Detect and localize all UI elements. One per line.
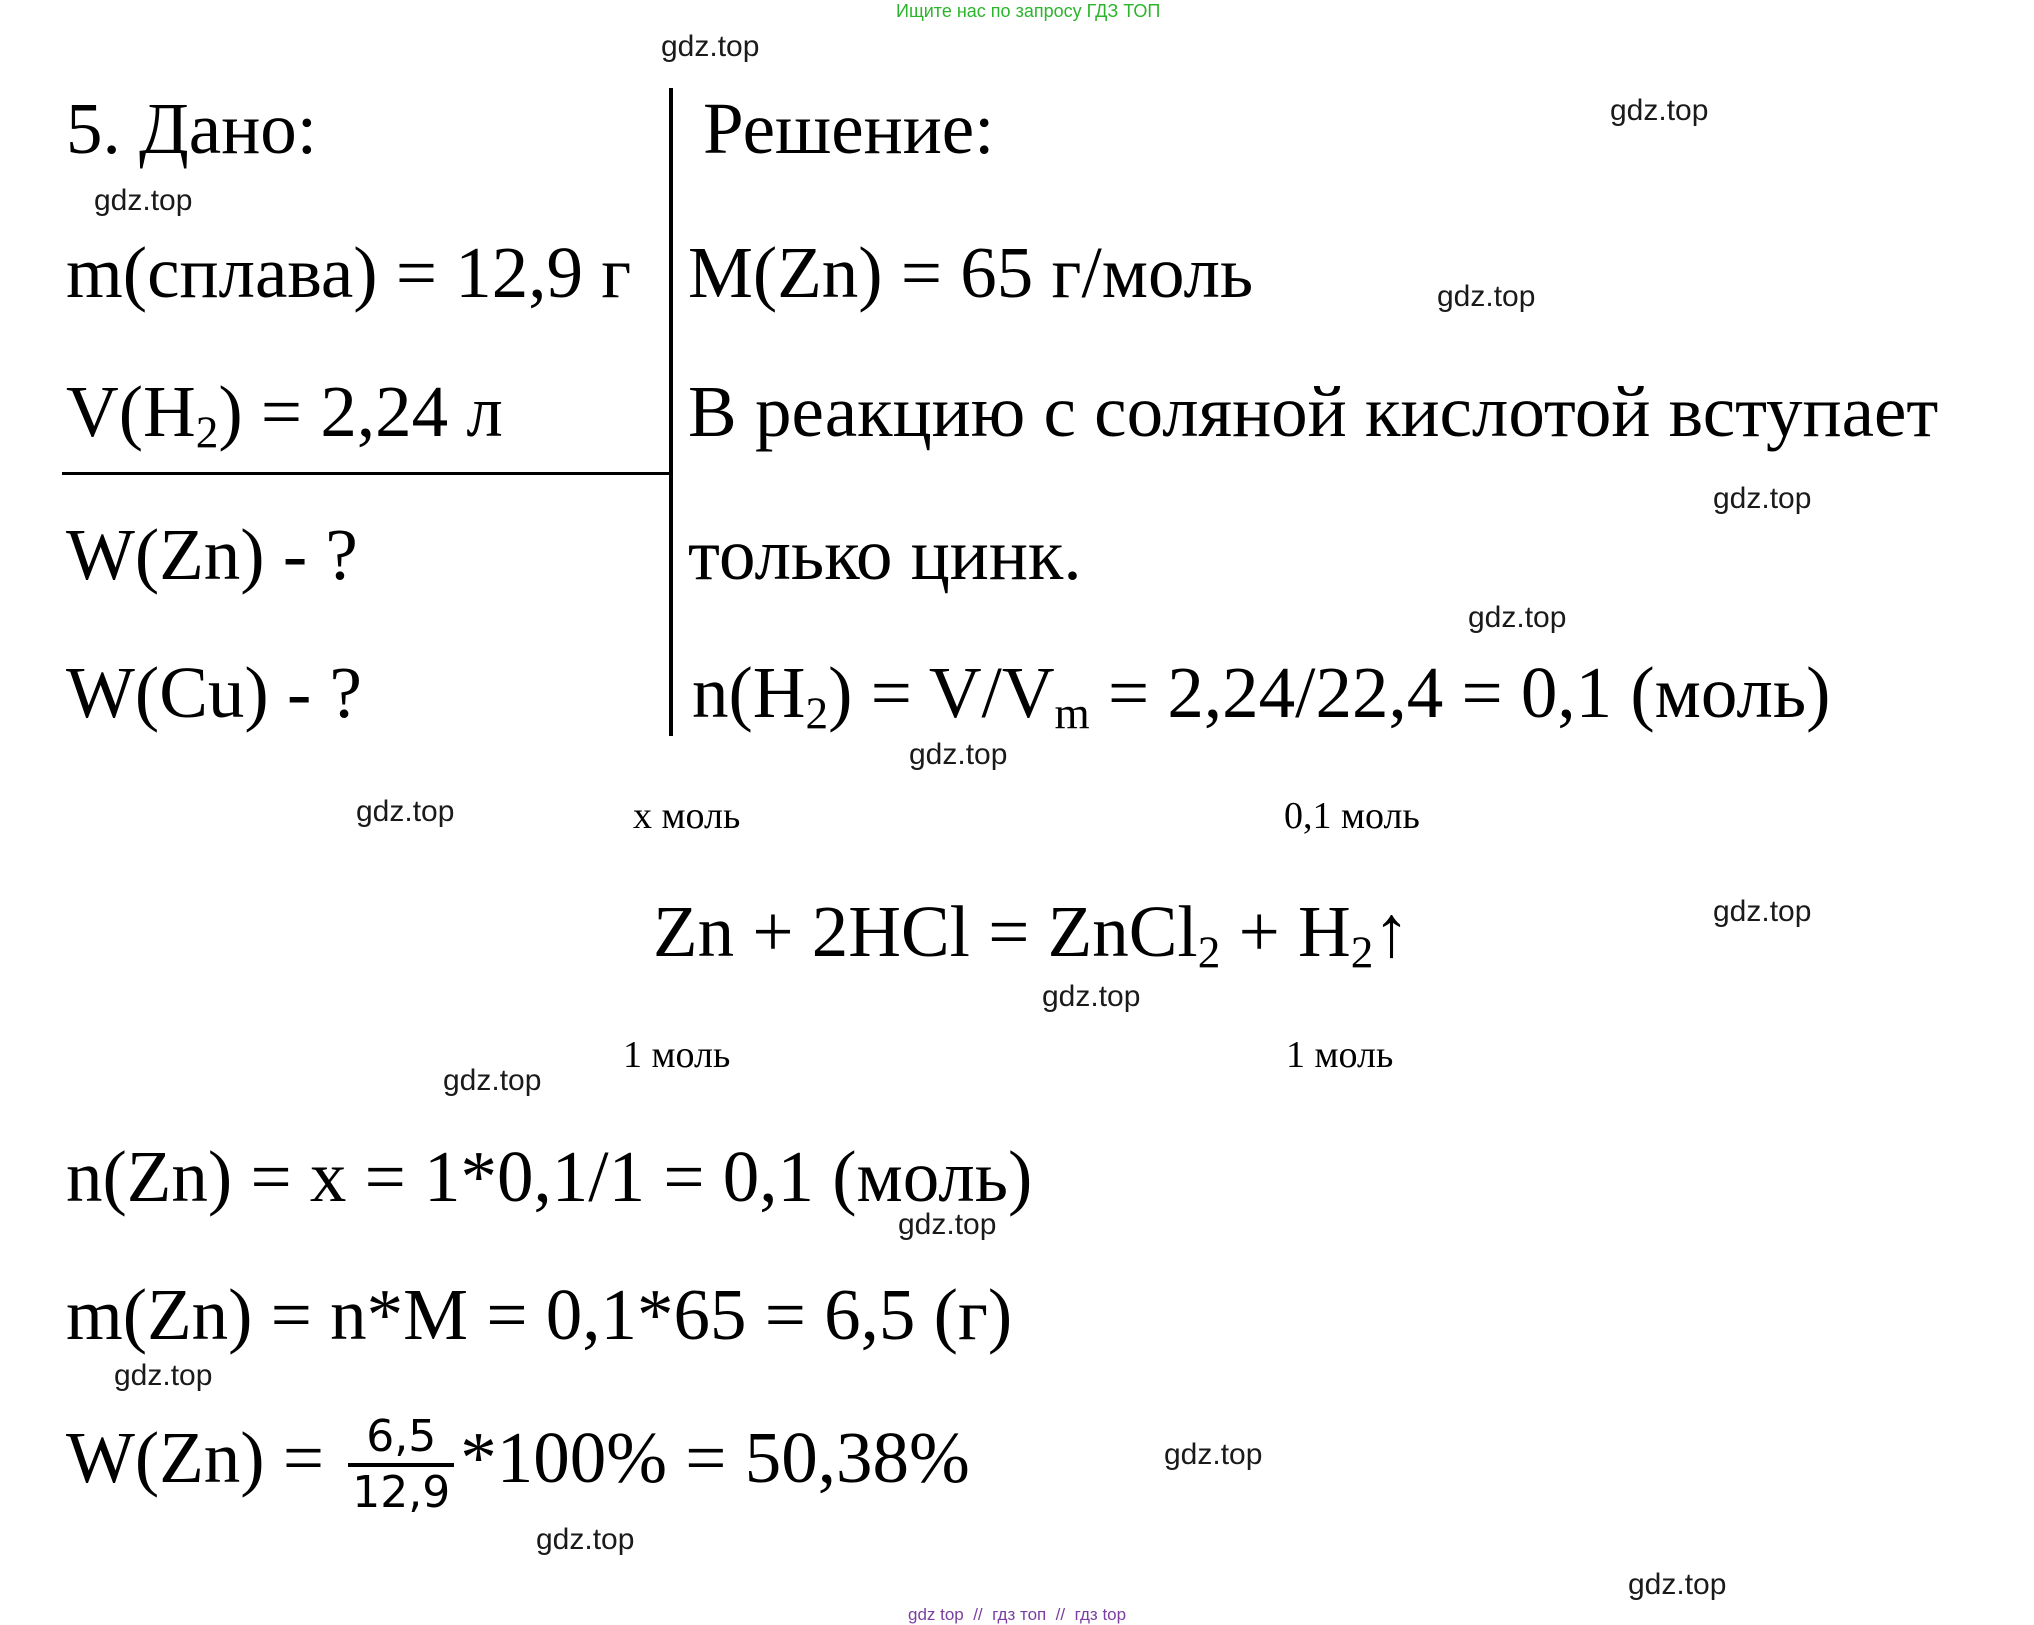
- n-h2-subscript-m: m: [1054, 688, 1090, 739]
- reaction-subscript-1: 2: [1197, 927, 1221, 978]
- fraction-denominator: 12,9: [352, 1467, 451, 1518]
- top-banner: Ищите нас по запросу ГДЗ ТОП: [896, 1, 1161, 21]
- solution-text-line1: В реакцию с соляной кислотой вступает: [688, 371, 1939, 452]
- solution-heading: Решение:: [703, 88, 995, 169]
- watermark: gdz.top: [909, 738, 1008, 771]
- reaction-above-left: x моль: [633, 795, 741, 837]
- molar-mass-zn: M(Zn) = 65 г/моль: [688, 232, 1254, 313]
- volume-prefix: V(H: [66, 371, 196, 452]
- n-h2-part-a: n(H: [692, 652, 806, 733]
- footer-links: gdz top // гдз топ // гдз top: [908, 1605, 1127, 1624]
- watermark: gdz.top: [94, 184, 193, 217]
- w-zn-prefix: W(Zn) =: [66, 1416, 343, 1498]
- reaction-equation: [653, 891, 1410, 978]
- watermark: gdz.top: [1610, 94, 1709, 127]
- watermark: gdz.top: [1042, 980, 1141, 1013]
- watermark: gdz.top: [1713, 482, 1812, 515]
- fraction-numerator: 6,5: [348, 1415, 454, 1467]
- watermark: gdz.top: [1164, 1438, 1263, 1471]
- reaction-part-b: + H: [1220, 891, 1351, 972]
- vertical-divider: [669, 88, 673, 736]
- volume-suffix: ) = 2,24 л: [218, 371, 503, 452]
- find-w-cu: W(Cu) - ?: [66, 652, 362, 733]
- w-zn-suffix: *100% = 50,38%: [460, 1416, 970, 1498]
- find-w-zn: W(Zn) - ?: [66, 514, 358, 595]
- watermark: gdz.top: [443, 1064, 542, 1097]
- reaction-subscript-2: 2: [1350, 927, 1374, 978]
- calc-n-zn: n(Zn) = x = 1*0,1/1 = 0,1 (моль): [66, 1136, 1033, 1217]
- watermark: gdz.top: [356, 795, 455, 828]
- reaction-above-right: 0,1 моль: [1284, 795, 1420, 837]
- watermark: gdz.top: [1437, 280, 1536, 313]
- watermark: gdz.top: [661, 30, 760, 63]
- n-h2-part-c: = 2,24/22,4 = 0,1 (моль): [1089, 652, 1831, 733]
- reaction-below-left: 1 моль: [623, 1034, 731, 1076]
- given-volume: [66, 371, 503, 458]
- n-h2-subscript: 2: [805, 688, 829, 739]
- solution-text-line2: только цинк.: [688, 514, 1082, 595]
- reaction-below-right: 1 моль: [1286, 1034, 1394, 1076]
- watermark: gdz.top: [536, 1523, 635, 1556]
- watermark: gdz.top: [1468, 601, 1567, 634]
- calc-w-zn: [66, 1411, 970, 1518]
- given-mass: m(сплава) = 12,9 г: [66, 232, 632, 313]
- volume-subscript: 2: [195, 407, 219, 458]
- watermark: gdz.top: [114, 1359, 213, 1392]
- calc-m-zn: m(Zn) = n*M = 0,1*65 = 6,5 (г): [66, 1274, 1013, 1355]
- n-h2-part-b: ) = V/V: [828, 652, 1055, 733]
- horizontal-divider: [62, 472, 671, 475]
- n-h2-formula: [692, 652, 1831, 739]
- watermark: gdz.top: [1713, 895, 1812, 928]
- given-heading: 5. Дано:: [66, 88, 318, 169]
- watermark: gdz.top: [1628, 1568, 1727, 1601]
- gas-arrow-icon: ↑: [1373, 891, 1410, 972]
- fraction: [348, 1411, 454, 1518]
- reaction-part-a: Zn + 2HCl = ZnCl: [653, 891, 1198, 972]
- watermark: gdz.top: [898, 1208, 997, 1241]
